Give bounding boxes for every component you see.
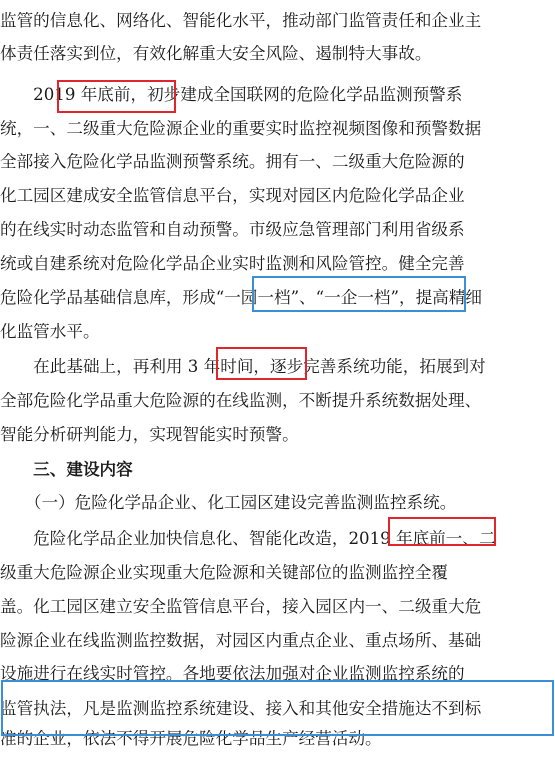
text-line: 危险化学品企业加快信息化、智能化改造，2019 年底前一、二 [0,529,496,548]
text-line: 级重大危险源企业实现重大危险源和关键部位的监测监控全覆 [0,563,449,582]
text-line: 智能分析研判能力，实现智能实时预警。 [0,425,299,444]
text-line: 全部接入危险化学品监测预警系统。拥有一、二级重大危险源的 [0,152,465,171]
text-line: 在此基础上，再利用 3 年时间，逐步完善系统功能，拓展到对 [0,357,486,376]
subsection-heading: （一）危险化学品企业、化工园区建设完善监测监控系统。 [0,493,457,512]
text-line: 全部危险化学品重大危险源的在线监测，不断提升系统数据处理、 [0,391,482,410]
text-line: 2019 年底前，初步建成全国联网的危险化学品监测预警系 [0,85,463,104]
text-line: 的在线实时动态监管和自动预警。市级应急管理部门利用省级系 [0,220,465,239]
section-heading: 三、建设内容 [0,460,133,479]
text-line: 化工园区建成安全监管信息平台，实现对园区内危险化学品企业 [0,186,465,205]
text-line: 监管的信息化、网络化、智能化水平，推动部门监管责任和企业主 [0,11,482,30]
text-line: 监管执法，凡是监测监控系统建设、接入和其他安全措施达不到标 [0,699,482,718]
text-line: 准的企业，依法不得开展危险化学品生产经营活动。 [0,729,382,748]
text-line: 统，一、二级重大危险源企业的重要实时监控视频图像和预警数据 [0,119,482,138]
text-line: 危险化学品基础信息库，形成“一园一档”、“一企一档”，提高精细 [0,288,482,307]
text-line: 设施进行在线实时管控。各地要依法加强对企业监测监控系统的 [0,664,465,683]
text-line: 化监管水平。 [0,322,100,341]
text-line: 统或自建系统对危险化学品企业实时监测和风险管控。健全完善 [0,254,465,273]
text-line: 险源企业在线监测监控数据，对园区内重点企业、重点场所、基础 [0,631,482,650]
text-line: 体责任落实到位，有效化解重大安全风险、遏制特大事故。 [0,44,432,63]
text-line: 盖。化工园区建立安全监管信息平台，接入园区内一、二级重大危 [0,597,482,616]
